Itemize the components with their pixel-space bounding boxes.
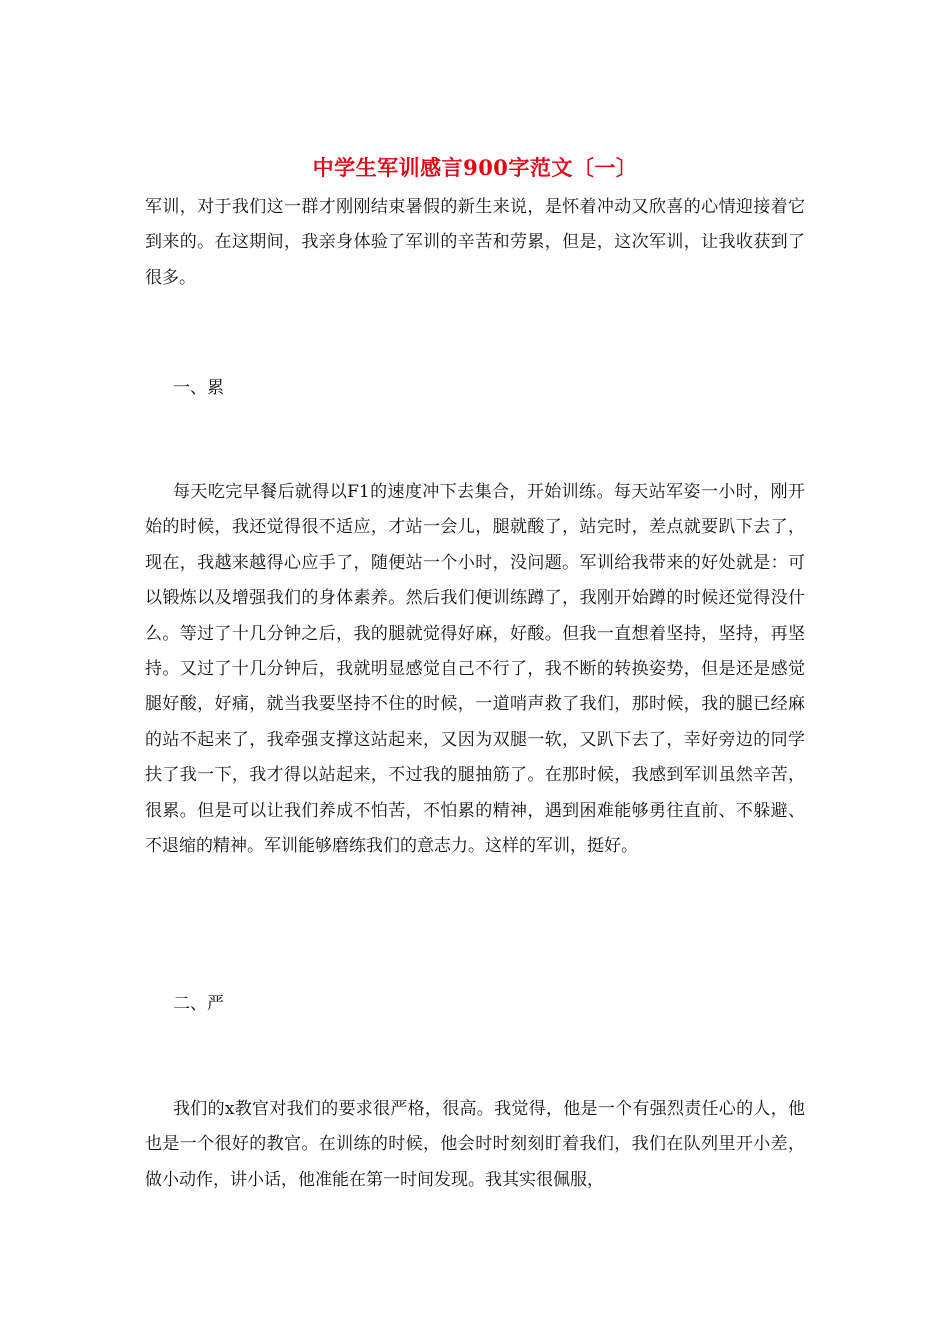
intro-paragraph: 军训，对于我们这一群才刚刚结束暑假的新生来说，是怀着冲动又欣喜的心情迎接着它到来的。在这期间，我亲身体验了军训的辛苦和劳累，但是，这次军训，让我收获到了很多。 — [145, 197, 805, 288]
section-heading-strict: 二、严 — [173, 994, 224, 1014]
document-title: 中学生军训感言900字范文〔一〕 — [312, 155, 638, 180]
section-paragraph-tired: 每天吃完早餐后就得以F1的速度冲下去集合，开始训练。每天站军姿一小时，刚开始的时候，我还觉得很不适应，才站一会儿，腿就酸了，站完时，差点就要趴下去了，现在，我越来越得心应手了，随便站一个小时，没问题。军训给我带来的好处就是：可以锻炼以及增强我们的身体素养。然后我们便训练蹲了，我刚开始蹲的时候还觉得没什么。等过了十几分钟之后，我的腿就觉得好麻，好酸。但我一直想着坚持，坚持，再坚持。又过了十几分钟后，我就明显感觉自己不行了，我不断的转换姿势，但是还是感觉腿好酸，好痛，就当我要坚持不住的时候，一道哨声救了我们，那时候，我的腿已经麻的站不起来了，我牵强支撑这站起来，又因为双腿一软，又趴下去了，幸好旁边的同学扶了我一下，我才得以站起来，不过我的腿抽筋了。在那时候，我感到军训虽然辛苦，很累。但是可以让我们养成不怕苦，不怕累的精神，遇到困难能够勇往直前、不躲避、不退缩的精神。军训能够磨练我们的意志力。这样的军训，挺好。 — [145, 482, 805, 857]
section-heading-tired: 一、累 — [173, 378, 224, 398]
section-paragraph-strict: 我们的x教官对我们的要求很严格，很高。我觉得，他是一个有强烈责任心的人，他也是一个很好的教官。在训练的时候，他会时时刻刻盯着我们，我们在队列里开小差，做小动作，讲小话，他准能在第一时间发现。我其实很佩服， — [145, 1099, 805, 1190]
